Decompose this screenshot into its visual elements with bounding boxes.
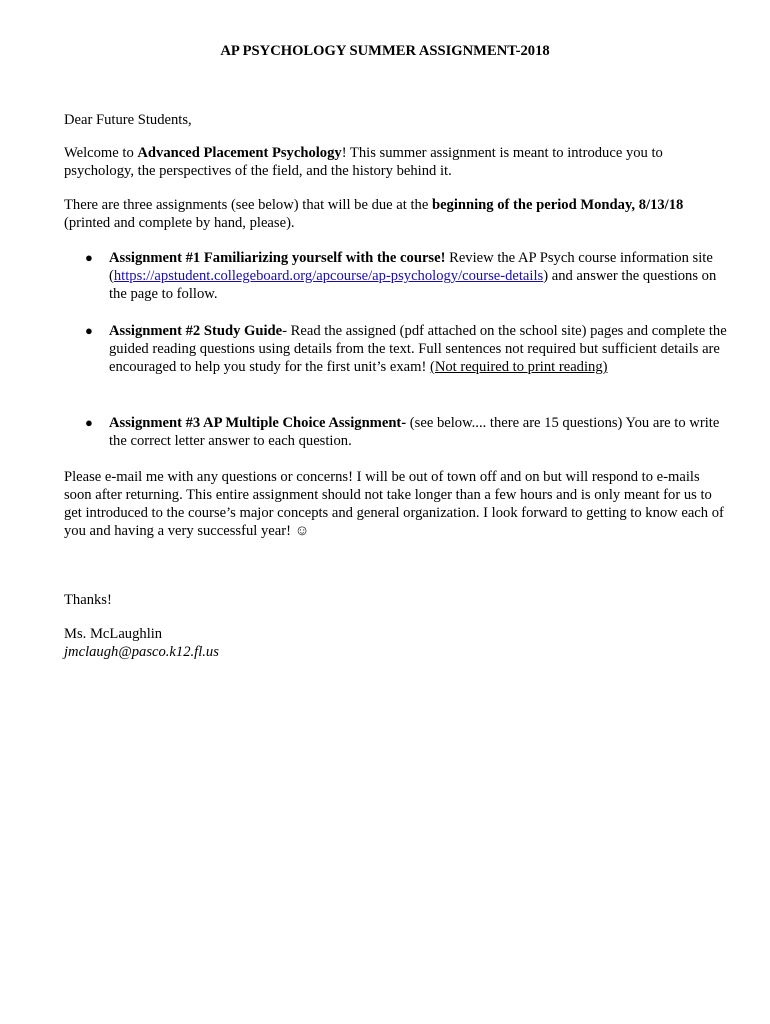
assignment-1-text: Review the AP Psych course information site (	[109, 250, 713, 284]
bullet-icon: ●	[85, 323, 93, 338]
assignment-item-1	[85, 249, 729, 303]
signature-name: Ms. McLaughlin	[64, 626, 163, 642]
signature-email[interactable]: jmclaugh@pasco.k12.fl.us	[64, 644, 219, 660]
intro-paragraph	[64, 144, 724, 180]
due-paragraph	[64, 196, 724, 232]
greeting: Dear Future Students,	[64, 112, 192, 128]
course-name: Advanced Placement Psychology	[137, 145, 342, 161]
thanks-text: Thanks!	[64, 592, 112, 608]
assignment-1-text-end: ) and answer the questions on the page to follow.	[109, 268, 717, 302]
due-pre: There are three assignments (see below) that will be due at the	[64, 197, 432, 213]
due-post: (printed and complete by hand, please).	[64, 215, 295, 231]
assignment-2-text: - Read the assigned (pdf attached on the school site) pages and complete the guided reading questions using details from the text. Full sentences not required but sufficient details are encouraged to help you study for the first unit’s exam!	[109, 323, 727, 375]
assignment-3-title: Assignment #3 AP Multiple Choice Assignment-	[109, 415, 407, 431]
assignment-1-title: Assignment #1 Familiarizing yourself with the course!	[109, 250, 446, 266]
assignment-3-text: (see below.... there are 15 questions) You are to write the correct letter answer to each question.	[109, 415, 720, 449]
intro-pre: Welcome to	[64, 145, 138, 161]
closing-paragraph: Please e-mail me with any questions or concerns! I will be out of town off and on but will respond to e-mails soon after returning. This entire assignment should not take longer than a few hours and is only meant for us to get introduced to the course’s major concepts and general organization. I look forward to getting to know each of you and having a very successful year! ☺	[64, 469, 724, 539]
assignment-2-note: (Not required to print reading)	[429, 359, 608, 375]
intro-post: ! This summer assignment is meant to introduce you to psychology, the perspectives of the field, and the history behind it.	[64, 145, 663, 179]
page-title: AP PSYCHOLOGY SUMMER ASSIGNMENT-2018	[220, 43, 550, 59]
bullet-icon: ●	[85, 250, 93, 265]
assignment-item-2	[85, 322, 729, 376]
assignment-item-3	[85, 414, 729, 450]
due-date: beginning of the period Monday, 8/13/18	[431, 197, 684, 213]
course-details-link[interactable]: https://apstudent.collegeboard.org/apcourse/ap-psychology/course-details	[113, 268, 544, 284]
assignment-2-title: Assignment #2 Study Guide	[109, 323, 283, 339]
bullet-icon: ●	[85, 415, 93, 430]
